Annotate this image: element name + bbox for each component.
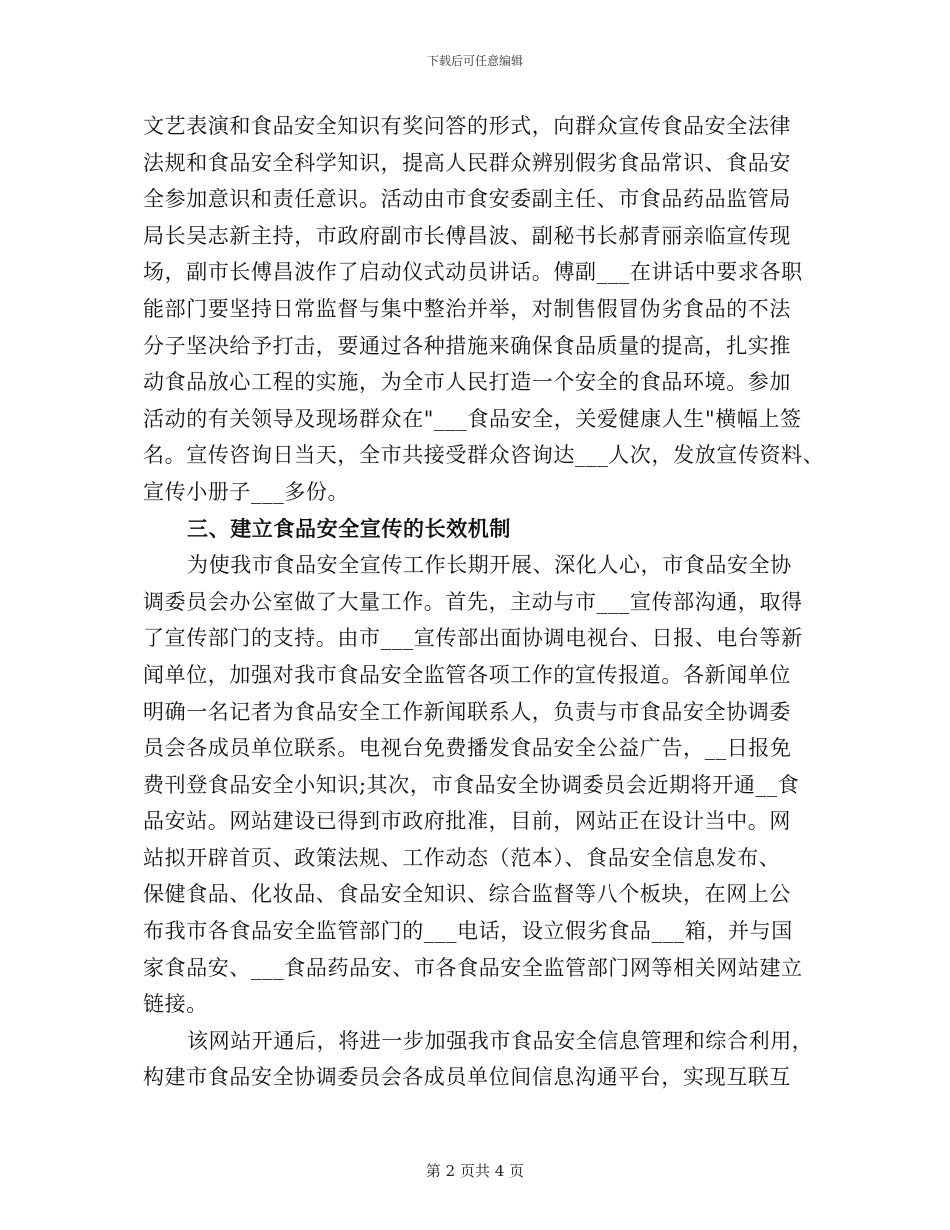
text-line: 员会各成员单位联系。电视台免费播发食品安全公益广告，__日报免 xyxy=(143,736,792,761)
text-line: 了宣传部门的支持。由市___宣传部出面协调电视台、日报、电台等新 xyxy=(143,626,803,651)
text-line: 保健食品、化妆品、食品安全知识、综合监督等八个板块，在网上公 xyxy=(143,882,791,907)
text-line: 全参加意识和责任意识。活动由市食安委副主任、市食品药品监管局 xyxy=(143,187,791,212)
text-line: 该网站开通后，将进一步加强我市食品安全信息管理和综合利用， xyxy=(187,1028,814,1053)
text-line: 构建市食品安全协调委员会各成员单位间信息沟通平台，实现互联互 xyxy=(143,1065,791,1090)
text-line: 调委员会办公室做了大量工作。首先，主动与市___宣传部沟通，取得 xyxy=(143,589,803,614)
text-line: 场，副市长傅昌波作了启动仪式动员讲话。傅副___在讲话中要求各职 xyxy=(143,260,803,285)
text-line: 为使我市食品安全宣传工作长期开展、深化人心，市食品安全协 xyxy=(187,553,792,578)
page-header: 下载后可任意编辑 xyxy=(426,54,523,68)
text-line: 法规和食品安全科学知识，提高人民群众辨别假劣食品常识、食品安 xyxy=(143,150,791,175)
text-line: 费刊登食品安全小知识;其次，市食品安全协调委员会近期将开通__食 xyxy=(143,772,800,797)
text-line: 站拟开辟首页、政策法规、工作动态（范本）、食品安全信息发布、 xyxy=(143,845,781,870)
text-line: 活动的有关领导及现场群众在"___食品安全，关爱健康人生"横幅上签 xyxy=(143,406,802,431)
text-line: 能部门要坚持日常监督与集中整治并举，对制售假冒伪劣食品的不法 xyxy=(143,296,791,321)
document-body xyxy=(143,108,825,1096)
text-line: 动食品放心工程的实施，为全市人民打造一个安全的食品环境。参加 xyxy=(143,370,791,395)
section-heading xyxy=(143,511,811,548)
paragraph-activity xyxy=(143,108,825,511)
text-line: 分子坚决给予打击，要通过各种措施来确保食品质量的提高，扎实推 xyxy=(143,333,791,358)
text-line: 家食品安、___食品药品安、市各食品安全监管部门网等相关网站建立 xyxy=(143,955,803,980)
text-line: 文艺表演和食品安全知识有奖问答的形式，向群众宣传食品安全法律 xyxy=(143,114,791,138)
text-line: 布我市各食品安全监管部门的___电话，设立假劣食品___箱，并与国 xyxy=(143,919,793,944)
paragraph-mechanism xyxy=(143,547,811,1023)
text-line: 闻单位，加强对我市食品安全监管各项工作的宣传报道。各新闻单位 xyxy=(143,662,791,687)
section-title: 三、建立食品安全宣传的长效机制 xyxy=(187,515,511,541)
text-line: 局长吴志新主持，市政府副市长傅昌波、副秘书长郝青丽亲临宣传现 xyxy=(143,223,791,248)
page-footer: 第 2 页共 4 页 xyxy=(425,1162,525,1180)
text-line: 明确一名记者为食品安全工作新闻联系人，负责与市食品安全协调委 xyxy=(143,699,791,724)
text-line: 链接。 xyxy=(143,992,208,1017)
text-line: 宣传小册子___多份。 xyxy=(143,479,350,504)
text-line: 品安站。网站建设已得到市政府批准，目前，网站正在设计当中。网 xyxy=(143,809,791,834)
text-line: 名。宣传咨询日当天，全市共接受群众咨询达___人次，发放宣传资料、 xyxy=(143,443,825,468)
paragraph-website xyxy=(143,1023,814,1096)
